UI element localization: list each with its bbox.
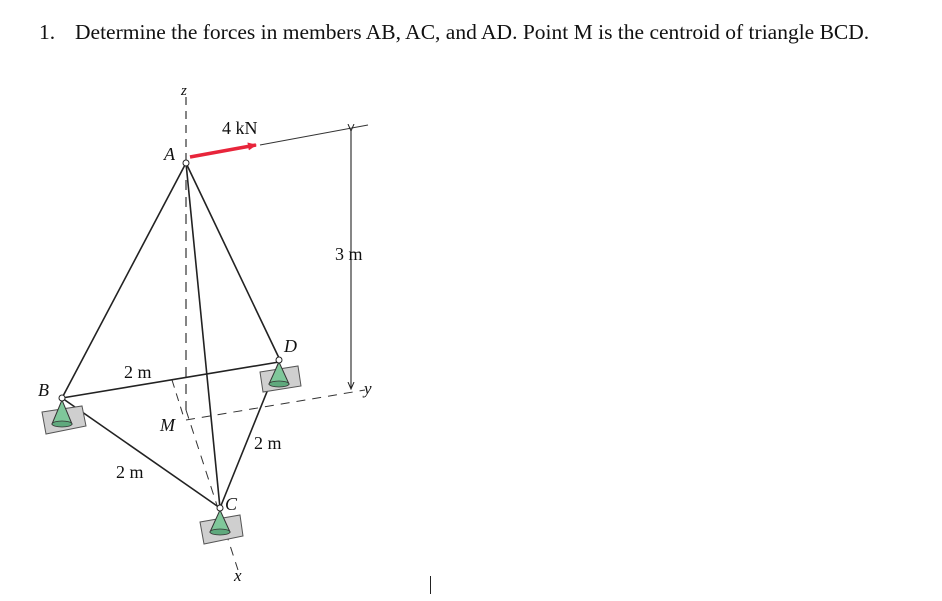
joint-d: [276, 357, 282, 363]
problem-text: Determine the forces in members AB, AC, and AD. Point M is the centroid of triangle BCD.: [75, 20, 870, 44]
axis-label-z: z: [181, 83, 187, 99]
force-arrow: [190, 145, 256, 157]
member-ac: [186, 163, 220, 508]
support-b: [42, 400, 86, 434]
problem-number: 1.: [39, 20, 56, 44]
label-a: A: [164, 144, 175, 164]
dimension-bd-label: 2 m: [124, 362, 152, 382]
label-b: B: [38, 380, 49, 400]
edge-bc: [62, 398, 220, 508]
edge-bd: [62, 362, 279, 398]
joint-c: [217, 505, 223, 511]
support-d: [260, 362, 301, 392]
y-axis: [186, 390, 365, 420]
member-ad: [186, 163, 279, 358]
axis-label-y: y: [364, 379, 372, 398]
m-dashed-guide: [172, 380, 184, 418]
label-c: C: [225, 494, 238, 514]
label-d: D: [284, 336, 297, 356]
support-c: [200, 510, 243, 544]
extension-line-top: [260, 125, 368, 145]
axis-label-x: x: [234, 566, 242, 585]
dimension-dc-label: 2 m: [254, 433, 282, 453]
text-cursor: [430, 576, 431, 594]
load-label: 4 kN: [222, 118, 258, 138]
label-m: M: [160, 415, 175, 435]
joint-b: [59, 395, 65, 401]
joint-a: [183, 160, 189, 166]
height-dimension-label: 3 m: [335, 244, 363, 264]
dimension-bc-label: 2 m: [116, 462, 144, 482]
